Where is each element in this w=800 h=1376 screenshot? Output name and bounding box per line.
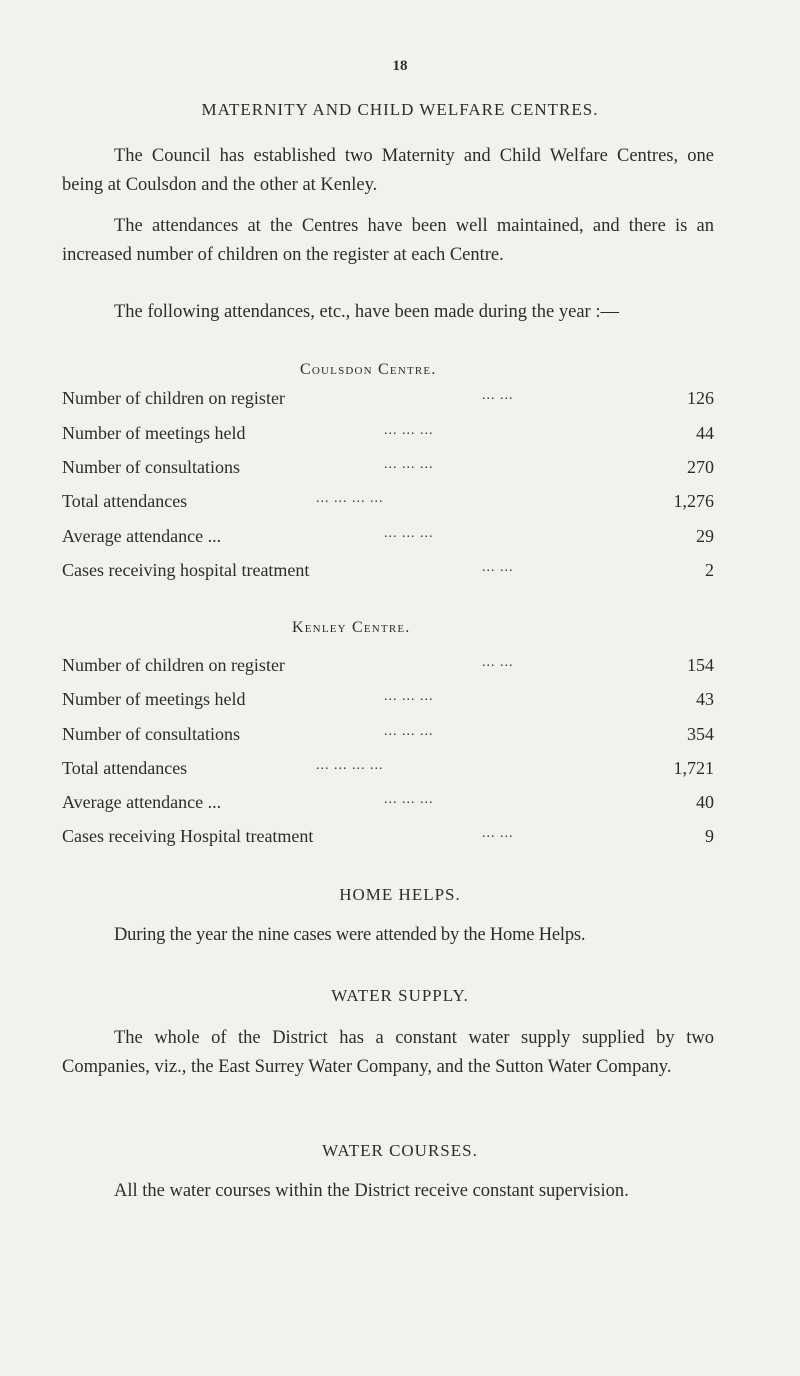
table-row (62, 560, 714, 586)
maternity-paragraph-3: The following attendances, etc., have been made during the year :— (114, 302, 619, 322)
leader-dots: ... ... ... (384, 423, 434, 438)
row-label: Average attendance ... (62, 526, 222, 546)
row-value: 1,721 (673, 758, 714, 778)
row-value: 44 (696, 423, 714, 443)
table-row (62, 792, 714, 818)
leader-dots: ... ... (482, 560, 514, 575)
row-value: 126 (687, 388, 714, 408)
row-label: Average attendance ... (62, 792, 222, 812)
leader-dots: ... ... ... ... (316, 491, 384, 506)
row-value: 354 (687, 724, 714, 744)
row-label: Cases receiving Hospital treatment (62, 826, 314, 846)
row-label: Number of children on register (62, 655, 285, 675)
leader-dots: ... ... ... (384, 724, 434, 739)
leader-dots: ... ... ... (384, 526, 434, 541)
table-row (62, 526, 714, 552)
table-row (62, 689, 714, 715)
row-value: 270 (687, 457, 714, 477)
table-row (62, 758, 714, 784)
leader-dots: ... ... (482, 388, 514, 403)
table-row (62, 423, 714, 449)
leader-dots: ... ... (482, 826, 514, 841)
home-helps-heading: HOME HELPS. (339, 885, 461, 904)
kenley-centre-title: Kenley Centre. (292, 619, 411, 636)
row-value: 29 (696, 526, 714, 546)
leader-dots: ... ... ... ... (316, 758, 384, 773)
row-label: Number of consultations (62, 457, 240, 477)
table-row (62, 826, 714, 852)
maternity-heading: MATERNITY AND CHILD WELFARE CENTRES. (201, 100, 599, 119)
table-row (62, 457, 714, 483)
table-row (62, 655, 714, 681)
page-number: 18 (392, 58, 408, 74)
row-label: Number of meetings held (62, 689, 246, 709)
row-value: 9 (705, 826, 714, 846)
water-courses-heading: WATER COURSES. (322, 1141, 478, 1160)
table-row (62, 491, 714, 517)
row-label: Total attendances (62, 758, 188, 778)
row-value: 40 (696, 792, 714, 812)
leader-dots: ... ... ... (384, 689, 434, 704)
coulsdon-centre-title: Coulsdon Centre. (300, 361, 437, 378)
maternity-paragraph-2: The attendances at the Centres have been well maintained, and there is an increased number of children on the register at each Centre. (62, 216, 714, 265)
row-label: Number of consultations (62, 724, 240, 744)
row-label: Cases receiving hospital treatment (62, 560, 310, 580)
table-row (62, 388, 714, 414)
row-value: 1,276 (673, 491, 714, 511)
water-supply-heading: WATER SUPPLY. (331, 986, 469, 1005)
water-supply-paragraph: The whole of the District has a constant water supply supplied by two Companies, viz., the East Surrey Water Company, and the Sutton Water Company. (62, 1028, 714, 1077)
row-label: Total attendances (62, 491, 188, 511)
row-label: Number of children on register (62, 388, 285, 408)
leader-dots: ... ... ... (384, 457, 434, 472)
maternity-paragraph-1: The Council has established two Maternity and Child Welfare Centres, one being at Coulsdon and the other at Kenley. (62, 146, 714, 195)
leader-dots: ... ... ... (384, 792, 434, 807)
water-courses-paragraph: All the water courses within the District receive constant supervision. (114, 1181, 629, 1201)
row-value: 2 (705, 560, 714, 580)
leader-dots: ... ... (482, 655, 514, 670)
table-row (62, 724, 714, 750)
home-helps-paragraph: During the year the nine cases were attended by the Home Helps. (114, 925, 586, 945)
row-value: 154 (687, 655, 714, 675)
row-label: Number of meetings held (62, 423, 246, 443)
row-value: 43 (696, 689, 714, 709)
